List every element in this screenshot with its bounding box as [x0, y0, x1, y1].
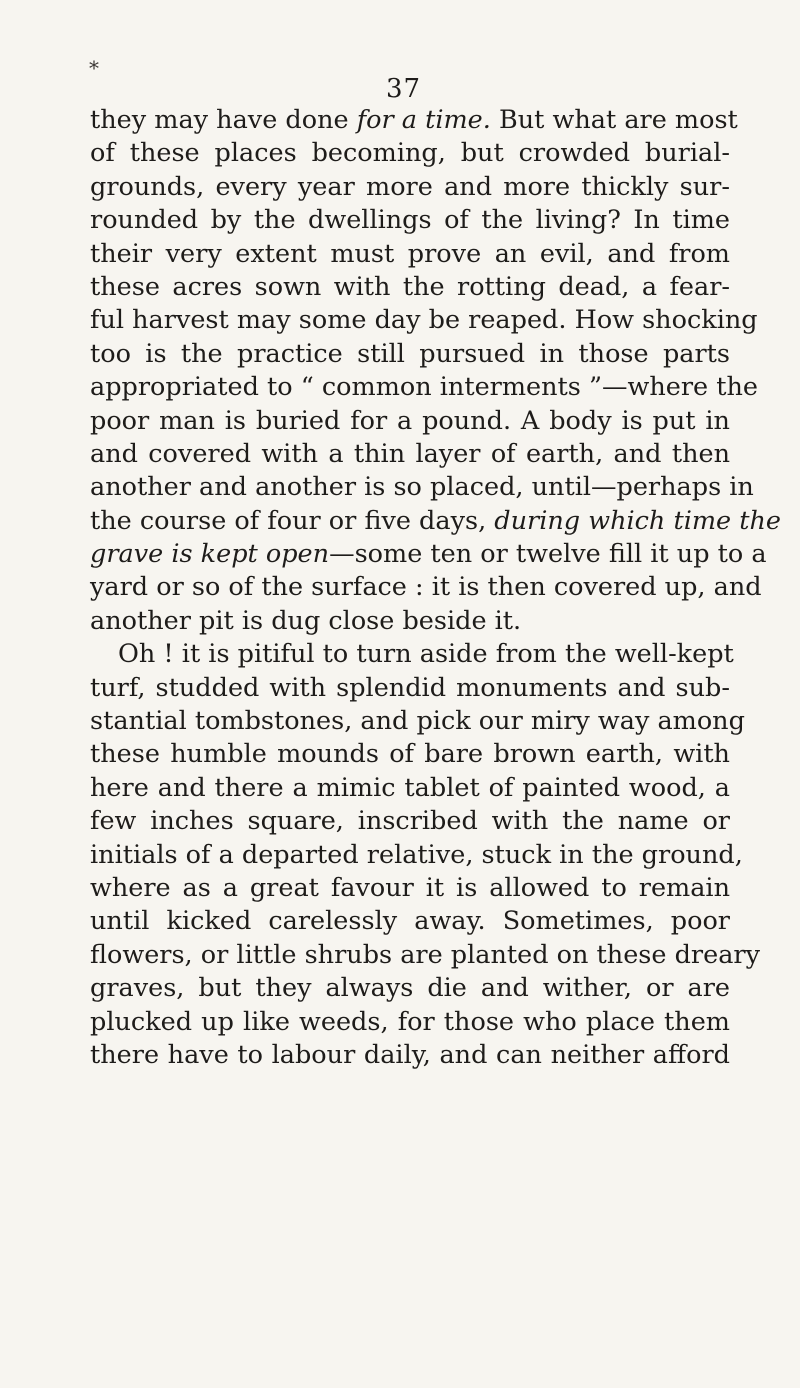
- text-line: [90, 271, 730, 304]
- text-segment: stantial tombstones, and pick our miry way among: [90, 706, 745, 737]
- text-segment: until kicked carelessly away. Sometimes, poor: [90, 906, 730, 937]
- text-line: [90, 238, 730, 271]
- italic-text: grave is kept open: [90, 539, 330, 570]
- italic-text: during which time the: [494, 505, 781, 536]
- printers-mark: *: [89, 56, 99, 80]
- page-number: 37: [386, 74, 422, 104]
- text-line: [90, 1039, 730, 1072]
- text-segment: of these places becoming, but crowded burial-: [90, 138, 730, 169]
- text-line: [90, 405, 730, 438]
- text-segment: poor man is buried for a pound. A body is put in: [90, 405, 730, 436]
- text-segment: flowers, or little shrubs are planted on these dreary: [90, 939, 760, 970]
- text-segment: grounds, every year more and more thickly sur-: [90, 171, 730, 202]
- text-segment: graves, but they always die and wither, or are: [90, 973, 730, 1004]
- text-segment: their very extent must prove an evil, and from: [90, 238, 730, 269]
- text-segment: turf, studded with splendid monuments and sub-: [90, 672, 730, 703]
- text-segment: another and another is so placed, until—perhaps in: [90, 472, 754, 503]
- text-line: [90, 371, 759, 404]
- italic-text: for a time.: [356, 105, 491, 135]
- text-line: [90, 1006, 730, 1039]
- text-segment: the course of four or five days,: [90, 505, 495, 536]
- text-segment: there have to labour daily, and can neither afford: [90, 1039, 730, 1070]
- text-segment: another pit is dug close beside it.: [90, 605, 522, 636]
- text-line: [90, 972, 730, 1005]
- text-segment: here and there a mimic tablet of painted wood, a: [90, 772, 730, 803]
- text-segment: and covered with a thin layer of earth, and then: [90, 438, 730, 469]
- text-segment: few inches square, inscribed with the name or: [90, 806, 730, 837]
- text-segment: they may have done: [90, 105, 357, 135]
- text-line: [90, 839, 743, 872]
- text-line: [90, 505, 781, 538]
- text-line: [90, 571, 762, 604]
- text-segment: rounded by the dwellings of the living? In time: [90, 205, 730, 236]
- text-line: [90, 304, 758, 337]
- text-segment: appropriated to “ common interments ”—where the: [90, 372, 759, 403]
- text-line: [90, 137, 730, 170]
- text-segment: these humble mounds of bare brown earth, with: [90, 739, 730, 770]
- page-body: [90, 104, 781, 1072]
- text-line: [90, 872, 730, 905]
- text-line: [90, 805, 730, 838]
- text-line: [90, 672, 730, 705]
- text-segment: where as a great favour it is allowed to remain: [90, 872, 730, 903]
- text-line: [90, 772, 730, 805]
- text-segment: plucked up like weeds, for those who place them: [90, 1006, 730, 1037]
- text-segment: too is the practice still pursued in those parts: [90, 338, 730, 369]
- text-line: [90, 905, 730, 938]
- text-line: [90, 538, 767, 571]
- text-line: [90, 705, 745, 738]
- text-segment: —some ten or twelve fill it up to a: [329, 539, 767, 570]
- text-line: [90, 738, 730, 771]
- text-line: [90, 638, 734, 671]
- text-line: [90, 338, 730, 371]
- text-line: [90, 605, 730, 638]
- text-segment: But what are most: [490, 105, 738, 135]
- text-line: [90, 204, 730, 237]
- text-segment: ful harvest may some day be reaped. How shocking: [90, 305, 758, 336]
- text-line: [90, 939, 760, 972]
- text-segment: initials of a departed relative, stuck in the ground,: [90, 839, 743, 870]
- text-line: [90, 171, 730, 204]
- text-line: [90, 438, 730, 471]
- text-segment: yard or so of the surface : it is then covered up, and: [90, 572, 762, 603]
- text-segment: Oh ! it is pitiful to turn aside from the well-kept: [118, 639, 734, 670]
- text-line: [90, 471, 754, 504]
- text-line: [90, 104, 738, 137]
- text-segment: these acres sown with the rotting dead, a fear-: [90, 271, 730, 302]
